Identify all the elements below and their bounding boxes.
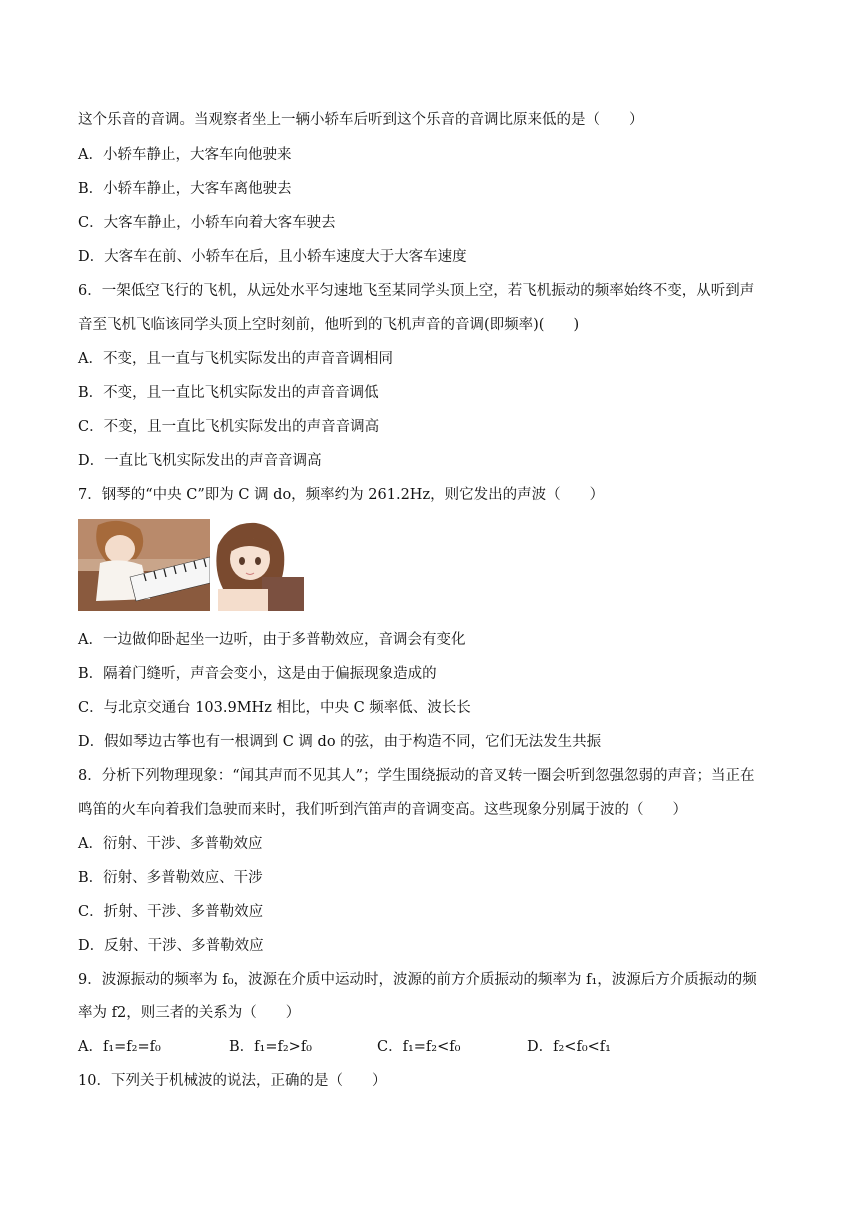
option-line: D．反射、干涉、多普勒效应: [78, 938, 264, 954]
option-line: D．一直比飞机实际发出的声音音调高: [78, 453, 322, 469]
text-line: 鸣笛的火车向着我们急驶而来时，我们听到汽笛声的音调变高。这些现象分别属于波的（ ）: [78, 802, 687, 818]
text-line: 音至飞机飞临该同学头顶上空时刻前，他听到的飞机声音的音调(即频率)( ): [78, 317, 580, 333]
piano-illustration: [78, 519, 304, 611]
option-line: B．小轿车静止，大客车离他驶去: [78, 181, 292, 197]
question-8: 8．分析下列物理现象：“闻其声而不见其人”；学生围绕振动的音叉转一圈会听到忽强忽弱的声音；当正在: [78, 768, 755, 784]
option-line: C．与北京交通台 103.9MHz 相比，中央 C 频率低、波长长: [78, 700, 471, 716]
option-line: C．大客车静止，小轿车向着大客车驶去: [78, 215, 336, 231]
text-line: 这个乐音的音调。当观察者坐上一辆小轿车后听到这个乐音的音调比原来低的是（ ）: [78, 112, 644, 128]
question-7: 7．钢琴的“中央 C”即为 C 调 do，频率约为 261.2Hz，则它发出的声波（ ）: [78, 487, 605, 503]
option-line: D．假如琴边古筝也有一根调到 C 调 do 的弦，由于构造不同，它们无法发生共振: [78, 734, 602, 750]
option-line: D．大客车在前、小轿车在后，且小轿车速度大于大客车速度: [78, 249, 467, 265]
option-line: B．不变，且一直比飞机实际发出的声音音调低: [78, 385, 379, 401]
option-line: C．折射、干涉、多普勒效应: [78, 904, 264, 920]
q9-choices: [78, 1037, 798, 1057]
choice-d: D．f₂<f₀<f₁: [527, 1039, 611, 1055]
option-line: B．隔着门缝听，声音会变小，这是由于偏振现象造成的: [78, 666, 437, 682]
option-line: A．衍射、干涉、多普勒效应: [78, 836, 263, 852]
option-line: A．不变，且一直与飞机实际发出的声音音调相同: [78, 351, 393, 367]
option-line: B．衍射、多普勒效应、干涉: [78, 870, 263, 886]
question-10: 10．下列关于机械波的说法，正确的是（ ）: [78, 1073, 387, 1089]
choice-c: C．f₁=f₂<f₀: [377, 1039, 461, 1055]
option-line: C．不变，且一直比飞机实际发出的声音音调高: [78, 419, 380, 435]
question-9: 9．波源振动的频率为 f₀，波源在介质中运动时，波源的前方介质振动的频率为 f₁，波源后方介质振动的频: [78, 972, 757, 988]
question-6: 6．一架低空飞行的飞机，从远处水平匀速地飞至某同学头顶上空，若飞机振动的频率始终不变，从听到声: [78, 283, 755, 299]
choice-a: A．f₁=f₂=f₀: [78, 1039, 161, 1055]
option-line: A．一边做仰卧起坐一边听，由于多普勒效应，音调会有变化: [78, 632, 466, 648]
choice-b: B．f₁=f₂>f₀: [229, 1039, 312, 1055]
text-line: 率为 f2，则三者的关系为（ ）: [78, 1005, 301, 1021]
option-line: A．小轿车静止，大客车向他驶来: [78, 147, 292, 163]
